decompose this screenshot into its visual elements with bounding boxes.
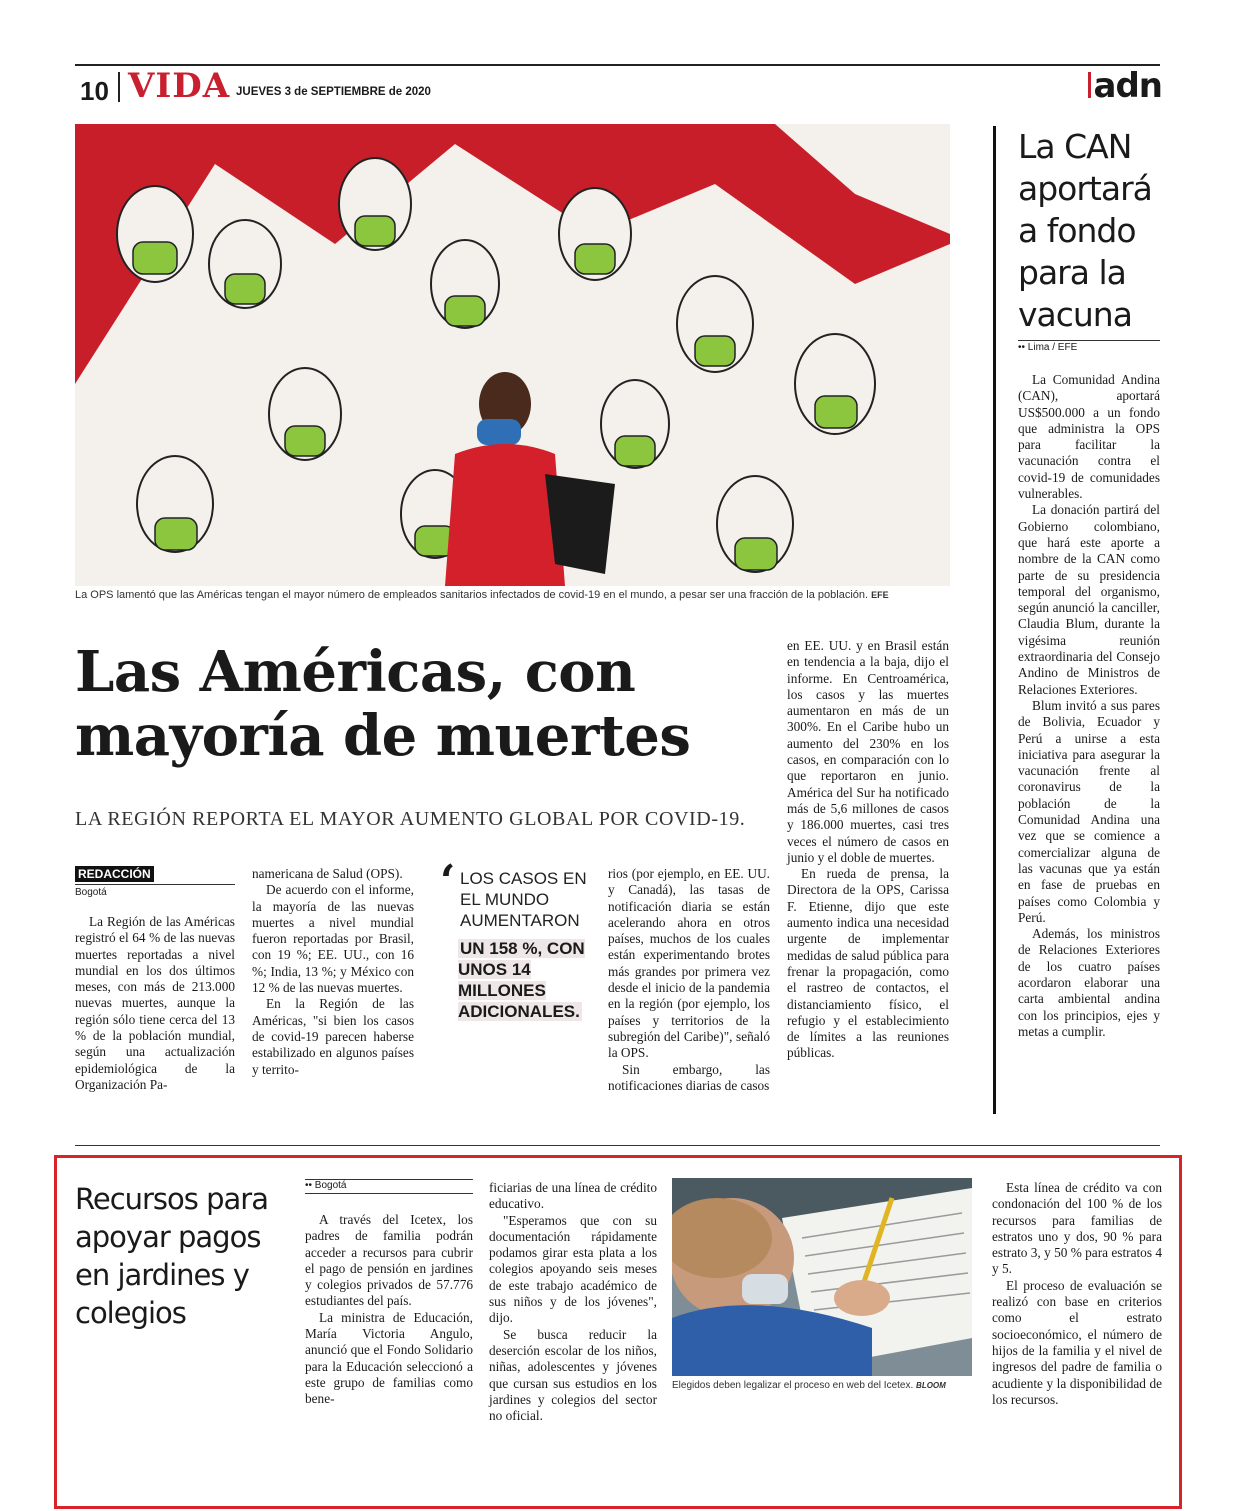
issue-date: JUEVES 3 de SEPTIEMBRE de 2020: [236, 86, 431, 98]
paragraph: namericana de Salud (OPS).: [252, 866, 403, 881]
sidebar-headline: La CAN aportará a fondo para la vacuna: [1018, 127, 1152, 334]
masthead-top-rule: [75, 64, 1160, 66]
student-writing-photo: [672, 1178, 972, 1376]
sidebar-body: [1018, 372, 1160, 1040]
masthead-divider: [118, 72, 120, 102]
byline: REDACCIÓN: [75, 866, 154, 882]
sidebar-location: •• Lima / EFE: [1018, 342, 1078, 353]
brief-column-2: [489, 1180, 657, 1424]
paragraph: En rueda de prensa, la Directora de la OPS, Carissa F. Etienne, dijo que este aumento indica una necesidad urgente de implementar medidas de salud pública para frenar la propagación, como el rastreo de contactos, el distanciamiento físico, el refugio y el establecimiento de límites a las reuniones públicas.: [787, 866, 949, 1061]
brief-headline: Recursos para apoyar pagos en jardines y colegios: [75, 1182, 268, 1330]
paragraph: En la Región de las Américas, "si bien los casos de covid-19 parecen haberse estabilizado en algunos países y territo-: [252, 996, 414, 1077]
article-column-1: [75, 914, 235, 1093]
brief-column-1: [305, 1212, 473, 1408]
paragraph: La Región de las Américas registró el 64 % de las nuevas muertes reportadas a nivel mundial en los dos últimos meses, con más de 213.000 nuevas muertes, aunque la región sólo tiene cerca del 13 % de la población mundial, según una actualización epidemiológica de la Organización Pa-: [75, 914, 235, 1092]
sidebar-rule: [993, 126, 996, 1114]
article-column-4: [787, 638, 949, 1062]
caption-text: Elegidos deben legalizar el proceso en web del Icetex.: [672, 1380, 914, 1391]
brief-column-3: [992, 1180, 1162, 1408]
pull-quote-highlight: [458, 938, 586, 1022]
paragraph: Además, los ministros de Relaciones Exteriores de los cuatro países acordaron elaborar una carta ambiental andina con los principios, ejes y metas a cumplir.: [1018, 926, 1160, 1039]
paragraph: Esta línea de crédito va con condonación del 100 % de los recursos para familias de estratos uno y dos, 90 % para estrato 3, y 50 % para estratos 4 y 5.: [992, 1180, 1162, 1277]
byline-location: Bogotá: [75, 887, 107, 898]
paragraph: Blum invitó a sus pares de Bolivia, Ecuador y Perú a unirse a esta iniciativa para asegurar la vacunación frente al coronavirus de la población de la Comunidad Andina una vez que se comience a comercializar alguna de las vacunas que ya están en fase de pruebas en países como Colombia y Perú.: [1018, 697, 1160, 925]
adn-logo: adn: [1093, 66, 1162, 106]
brief-photo-caption: [672, 1380, 972, 1391]
brief-location: •• Bogotá: [305, 1180, 347, 1191]
deck: LA REGIÓN REPORTA EL MAYOR AUMENTO GLOBAL POR COVID-19.: [75, 808, 746, 830]
pull-quote-highlight-text: UN 158 %, CON UNOS 14 MILLONES ADICIONALES.: [458, 939, 585, 1021]
lead-photo: [75, 124, 950, 586]
caption-text: La OPS lamentó que las Américas tengan el mayor número de empleados sanitarios infectados de covid-19 en el mundo, a pesar ser una fracción de la población.: [75, 589, 869, 601]
page-number: 10: [80, 76, 109, 106]
headline: Las Américas, con mayoría de muertes: [75, 639, 691, 769]
quote-mark-icon: ‘: [440, 856, 456, 907]
paragraph: La Comunidad Andina (CAN), aportará US$500.000 a un fondo que administra la OPS para facilitar la vacunación contra el covid-19 de comunidades vulnerables.: [1018, 372, 1160, 502]
section-divider: [75, 1145, 1160, 1146]
paragraph: rios (por ejemplo, en EE. UU. y Canadá), las tasas de notificación diaria se están acelerando ahora en otros países, muchos de los cuales están experimentando brotes más grandes por primera vez desde el inicio de la pandemia en la región (por ejemplo, los países y territorios de la subregión del Caribe)", señaló la OPS.: [608, 866, 770, 1061]
brief-photo: [672, 1178, 972, 1376]
photo-credit: BLOOM: [916, 1381, 946, 1390]
lead-photo-caption: [75, 589, 950, 601]
logo-accent-bar: [1088, 72, 1091, 98]
paragraph: De acuerdo con el informe, la mayoría de las nuevas muertes a nivel mundial fueron reportadas por Brasil, con 19 %; EE. UU., con 16 %; India, 13 %; y México con 12 % de las nuevas muertes.: [252, 882, 414, 996]
sidebar-location-rule: [1018, 340, 1160, 341]
article-column-2: [252, 866, 414, 1078]
byline-rule: [75, 884, 235, 885]
paragraph: Se busca reducir la deserción escolar de los niños, niñas, adolescentes y jóvenes que cursan sus estudios en los jardines y colegios del sector no oficial.: [489, 1326, 657, 1424]
paragraph: "Esperamos que con su documentación rápidamente podamos girar esta plata a los colegios apoyando seis meses de este trabajo académico de sus niños y de los jóvenes", dijo.: [489, 1212, 657, 1326]
paragraph: en EE. UU. y en Brasil están en tendencia a la baja, dijo el informe. En Centroamérica, los casos y las muertes aumentaron en más de un 300%. En el Caribe hubo un aumento del 230% en los casos, en comparación con lo que reportaron en junio. América del Sur ha notificado más de 5,6 millones de casos y 186.000 muertes, casi tres veces el número de casos en junio y el doble de muertes.: [787, 638, 949, 865]
brief-location-rule-bottom: [305, 1193, 473, 1194]
paragraph: ficiarias de una línea de crédito educativo.: [489, 1180, 657, 1212]
article-column-3: [608, 866, 770, 1094]
paragraph: La donación partirá del Gobierno colombiano, que hará este aporte a nombre de la CAN como parte de su presidencia temporal del organismo, según anunció la canciller, Claudia Blum, durante la vigésima reunión extraordinaria del Consejo Andino de Ministros de Relaciones Exteriores.: [1018, 502, 1160, 697]
pull-quote-text: LOS CASOS EN EL MUNDO AUMENTARON: [460, 869, 587, 930]
paragraph: Sin embargo, las notificaciones diarias de casos: [608, 1061, 770, 1093]
section-title: VIDA: [128, 66, 231, 106]
paragraph: El proceso de evaluación se realizó con base en criterios como el estrato socioeconómico, el número de hijos de la familia y el nivel de ingresos del padre de familia o acudiente y la disponibilidad de los recursos.: [992, 1277, 1162, 1407]
paragraph: La ministra de Educación, María Victoria Angulo, anunció que el Fondo Solidario para la Educación seleccionó a este grupo de familias como bene-: [305, 1309, 473, 1407]
paragraph: A través del Icetex, los padres de familia podrán acceder a recursos para cubrir el pago de pensión en jardines y colegios privados de 57.776 estudiantes del país.: [305, 1212, 473, 1309]
photo-credit: EFE: [871, 590, 889, 600]
mural-illustration: [75, 124, 950, 586]
